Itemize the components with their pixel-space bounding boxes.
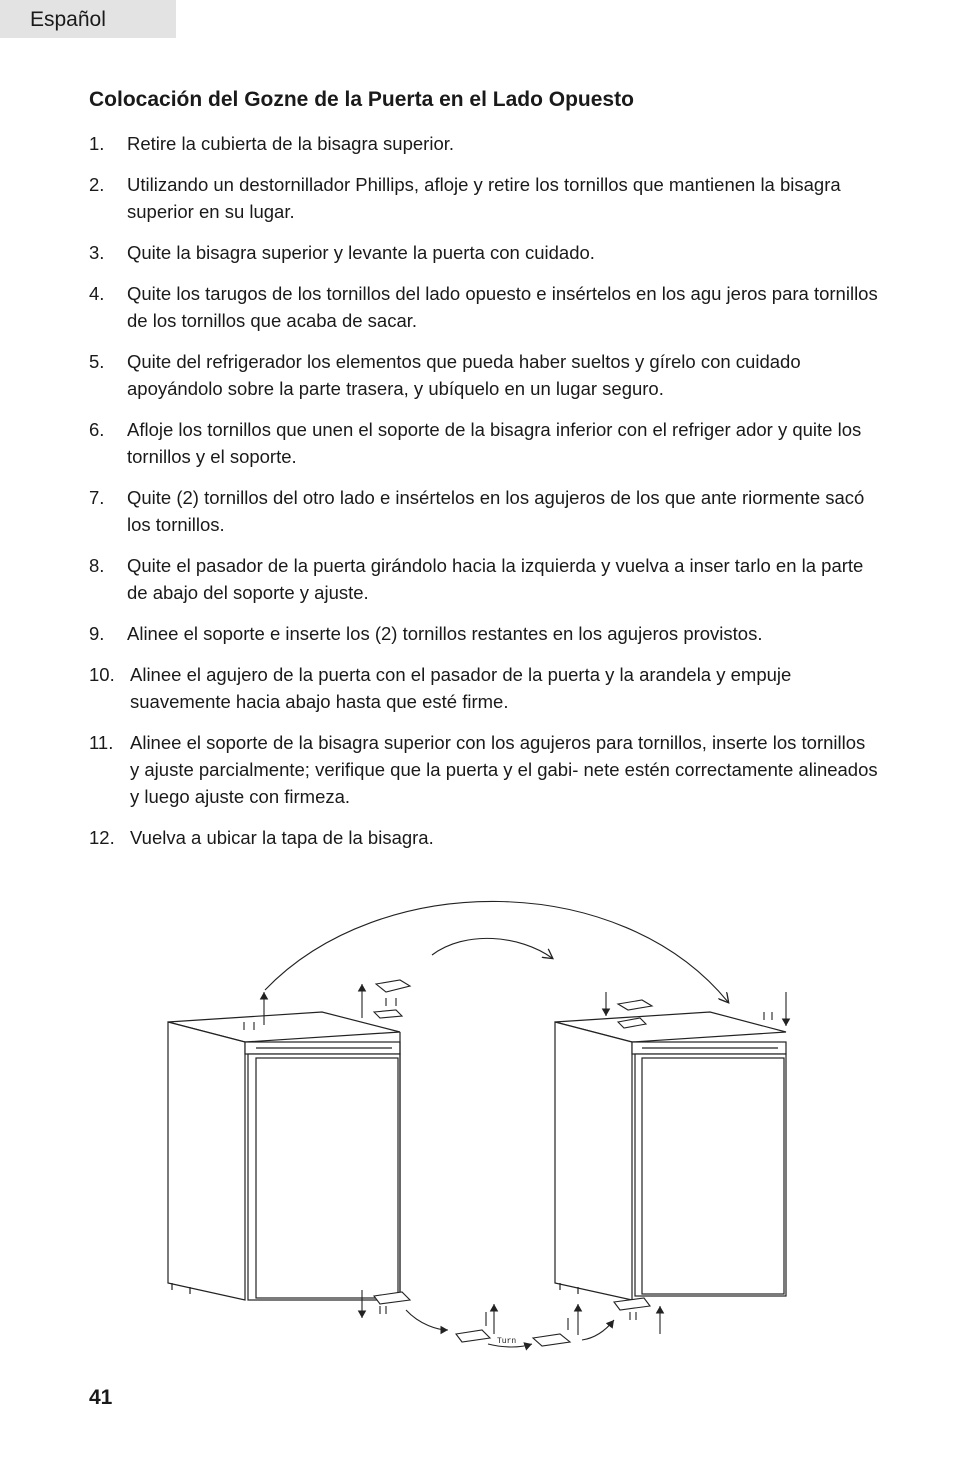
step-number: 6. <box>89 419 105 440</box>
step-number: 5. <box>89 351 105 372</box>
step-6 <box>89 416 879 470</box>
step-number: 8. <box>89 555 105 576</box>
step-number: 7. <box>89 487 105 508</box>
step-text: Vuelva a ubicar la tapa de la bisagra. <box>130 827 434 848</box>
step-8 <box>89 552 879 606</box>
instruction-list <box>89 130 879 865</box>
step-1 <box>89 130 879 157</box>
step-9 <box>89 620 879 647</box>
turn-label: Turn <box>497 1337 517 1346</box>
language-label: Español <box>30 8 106 31</box>
step-number: 2. <box>89 174 105 195</box>
bottom-hinge-left <box>374 1292 410 1314</box>
step-7 <box>89 484 879 538</box>
step-text: Quite la bisagra superior y levante la puerta con cuidado. <box>127 242 595 263</box>
step-number: 4. <box>89 283 105 304</box>
step-text: Quite los tarugos de los tornillos del lado opuesto e insértelos en los agu jeros para tornillos de los tornillos que acaba de sacar. <box>127 283 878 331</box>
refrigerator-after <box>555 1012 786 1300</box>
step-text: Afloje los tornillos que unen el soporte de la bisagra inferior con el refriger ador y quite los tornillos y el soporte. <box>127 419 862 467</box>
step-text: Retire la cubierta de la bisagra superior. <box>127 133 455 154</box>
step-text: Alinee el agujero de la puerta con el pasador de la puerta y la arandela y empuje suavemente hacia abajo hasta que esté firme. <box>130 664 792 712</box>
step-number: 3. <box>89 242 105 263</box>
bottom-hinge-right <box>614 1298 650 1320</box>
step-12 <box>89 824 879 851</box>
step-11 <box>89 729 879 810</box>
step-text: Alinee el soporte de la bisagra superior con los agujeros para tornillos, inserte los tornillos y ajuste parcialmente; verifique que la puerta y el gabi- nete estén correctamente alineados y luego ajuste con firmeza. <box>130 732 878 807</box>
step-text: Quite (2) tornillos del otro lado e insértelos en los agujeros de los que ante riormente sacó los tornillos. <box>127 487 865 535</box>
step-number: 9. <box>89 623 105 644</box>
step-text: Quite el pasador de la puerta girándolo hacia la izquierda y vuelva a inser tarlo en la parte de abajo del soporte y ajuste. <box>127 555 864 603</box>
step-text: Quite del refrigerador los elementos que pueda haber sueltos y gírelo con cuidado apoyándolo sobre la parte trasera, y ubíquelo en un lugar seguro. <box>127 351 801 399</box>
step-3 <box>89 239 879 266</box>
step-number: 10. <box>89 664 115 685</box>
step-text: Alinee el soporte e inserte los (2) tornillos restantes en los agujeros provistos. <box>127 623 763 644</box>
section-title: Colocación del Gozne de la Puerta en el Lado Opuesto <box>89 88 634 111</box>
step-text: Utilizando un destornillador Phillips, afloje y retire los tornillos que mantienen la bisagra superior en su lugar. <box>127 174 841 222</box>
step-number: 12. <box>89 827 115 848</box>
language-tab <box>0 0 176 38</box>
refrigerator-before <box>168 1012 400 1300</box>
step-2 <box>89 171 879 225</box>
step-4 <box>89 280 879 334</box>
swap-arc-large <box>265 901 728 1002</box>
swap-arc-small <box>432 938 552 958</box>
step-number: 1. <box>89 133 105 154</box>
step-5 <box>89 348 879 402</box>
step-number: 11. <box>89 732 114 753</box>
page-number: 41 <box>89 1386 113 1409</box>
door-reversal-illustration <box>150 895 810 1370</box>
step-10 <box>89 661 879 715</box>
